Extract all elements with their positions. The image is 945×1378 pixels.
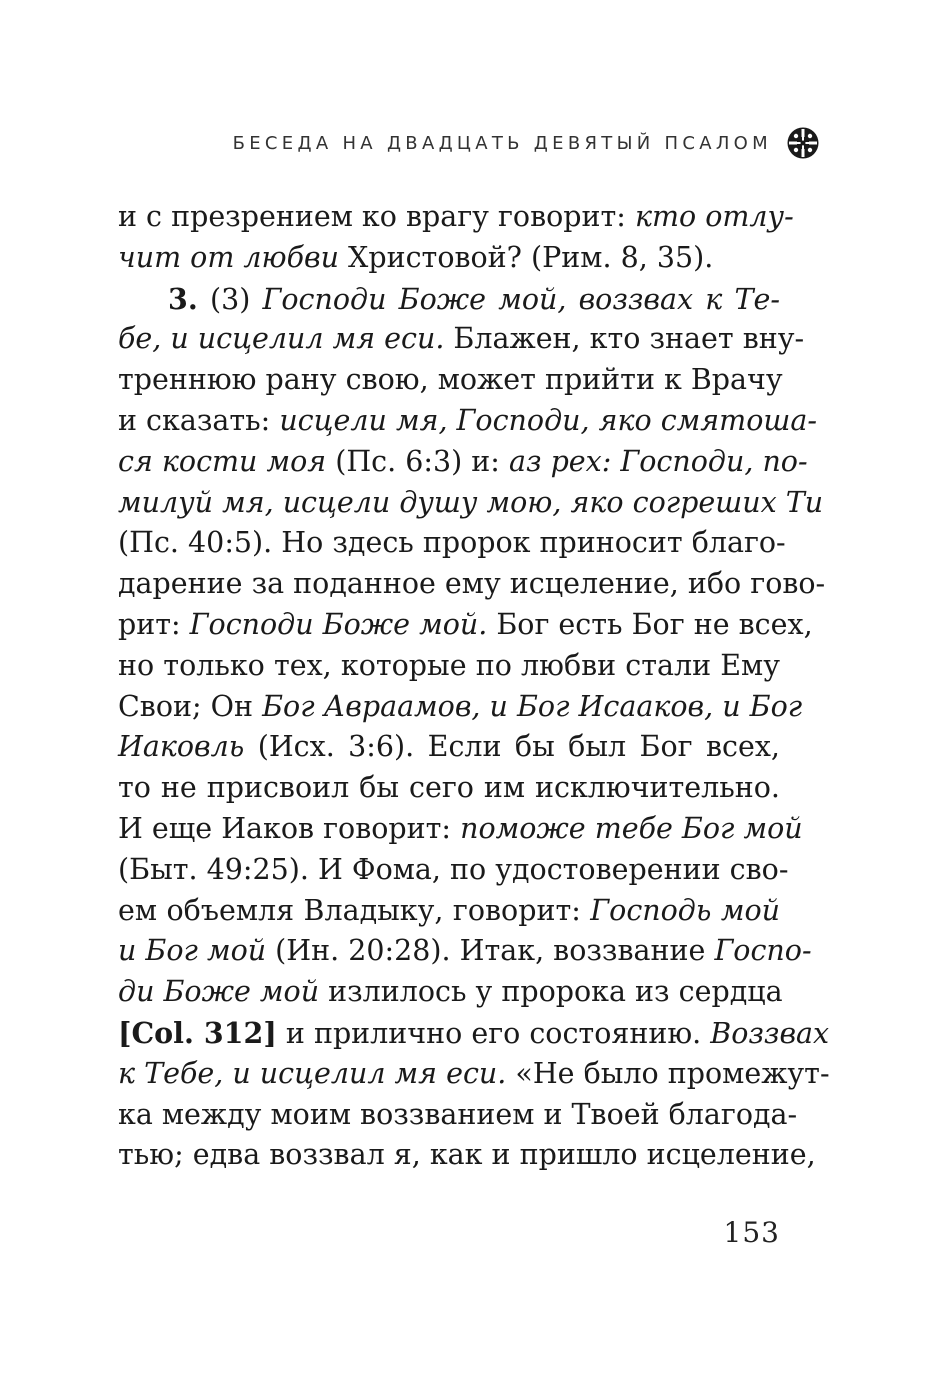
text-line xyxy=(118,564,826,605)
text-run: (Исх. 3:6). Если бы был Бог всех, xyxy=(244,730,780,764)
text-run: Христовой? (Рим. 8, 35). xyxy=(339,240,714,274)
running-header xyxy=(160,127,820,159)
text-line xyxy=(118,605,813,646)
text-line xyxy=(118,646,780,687)
text-line xyxy=(118,850,789,891)
text-line xyxy=(118,972,783,1013)
text-line xyxy=(118,360,783,401)
text-line xyxy=(118,727,780,768)
italic-quote: Бог Авраамов, и Бог Исааков, и Бог xyxy=(262,689,803,723)
text-line xyxy=(118,238,780,279)
text-line xyxy=(118,687,803,728)
text-line xyxy=(118,1095,798,1136)
bold-marker: [Col. 312] xyxy=(118,1015,277,1050)
text-line xyxy=(118,1135,816,1176)
text-run: рит: xyxy=(118,607,190,641)
italic-quote: кто отлу- xyxy=(634,200,794,233)
text-run: (Пс. 6:3) и: xyxy=(326,444,509,478)
text-line xyxy=(118,523,786,564)
text-run: треннюю рану свою, может прийти к Врачу xyxy=(118,363,783,397)
text-run: излилось у пророка из сердца xyxy=(319,975,783,1009)
italic-quote: исцели мя, Господи, яко смятоша- xyxy=(279,403,817,437)
text-run: и прилично его состоянию. xyxy=(276,1016,711,1050)
text-line xyxy=(118,319,805,360)
italic-quote: Иаковль xyxy=(118,730,245,764)
text-run: Блажен, кто знает вну- xyxy=(444,322,805,356)
text-run: ем объемля Владыку, говорит: xyxy=(118,893,591,927)
italic-quote: к Тебе, и исцелил мя еси. xyxy=(118,1056,507,1090)
text-run: дарение за поданное ему исцеление, ибо гово- xyxy=(118,567,826,601)
text-run: (3) xyxy=(197,282,263,316)
running-header-title: БЕСЕДА НА ДВАДЦАТЬ ДЕВЯТЫЙ ПСАЛОМ xyxy=(232,132,772,154)
text-line xyxy=(118,442,808,483)
body-text xyxy=(118,197,830,1176)
text-line xyxy=(118,768,780,809)
italic-quote: бе, и исцелил мя еси. xyxy=(118,322,445,356)
italic-quote: поможе тебе Бог мой xyxy=(460,811,803,845)
italic-quote: Господь мой xyxy=(590,893,780,927)
text-run: Свои; Он xyxy=(118,689,263,723)
page-number: 153 xyxy=(723,1216,780,1249)
text-run: (Ин. 20:28). Итак, воззвание xyxy=(266,934,715,968)
text-line xyxy=(118,279,780,320)
text-line xyxy=(118,1013,830,1054)
text-line xyxy=(118,401,817,442)
text-run: ка между моим воззванием и Твоей благода- xyxy=(118,1097,798,1131)
italic-quote: Господи Боже мой, воззвах к Те- xyxy=(262,282,780,316)
italic-quote: ди Боже мой xyxy=(118,975,320,1009)
text-line xyxy=(118,931,812,972)
italic-quote: Воззвах xyxy=(710,1016,830,1050)
bold-marker: 3. xyxy=(168,281,198,316)
text-run: «Не было промежут- xyxy=(506,1056,830,1090)
text-run: Бог есть Бог не всех, xyxy=(487,607,813,641)
text-line xyxy=(118,891,780,932)
italic-quote: Госпо- xyxy=(714,934,812,968)
text-run: (Пс. 40:5). Но здесь пророк приносит благо- xyxy=(118,526,786,560)
text-run: и сказать: xyxy=(118,403,280,437)
italic-quote: ся кости моя xyxy=(118,444,327,478)
text-line xyxy=(118,197,794,238)
text-line xyxy=(118,809,803,850)
text-line xyxy=(118,1054,830,1095)
text-run: (Быт. 49:25). И Фома, по удостоверении сво- xyxy=(118,852,789,886)
text-run: И еще Иаков говорит: xyxy=(118,811,461,845)
text-run: но только тех, которые по любви стали Ему xyxy=(118,648,780,682)
italic-quote: аз рех: Господи, по- xyxy=(508,444,808,478)
cross-ornament-icon xyxy=(786,126,820,160)
text-run: то не присвоил бы сего им исключительно. xyxy=(118,771,780,805)
italic-quote: милуй мя, исцели душу мою, яко согреших Ти xyxy=(118,485,824,519)
text-run: и с презрением ко врагу говорит: xyxy=(118,200,635,233)
text-run: тью; едва воззвал я, как и пришло исцеление, xyxy=(118,1138,816,1172)
italic-quote: чит от любви xyxy=(118,240,339,274)
italic-quote: и Бог мой xyxy=(118,934,267,968)
italic-quote: Господи Боже мой. xyxy=(189,607,488,641)
text-line xyxy=(118,483,824,524)
